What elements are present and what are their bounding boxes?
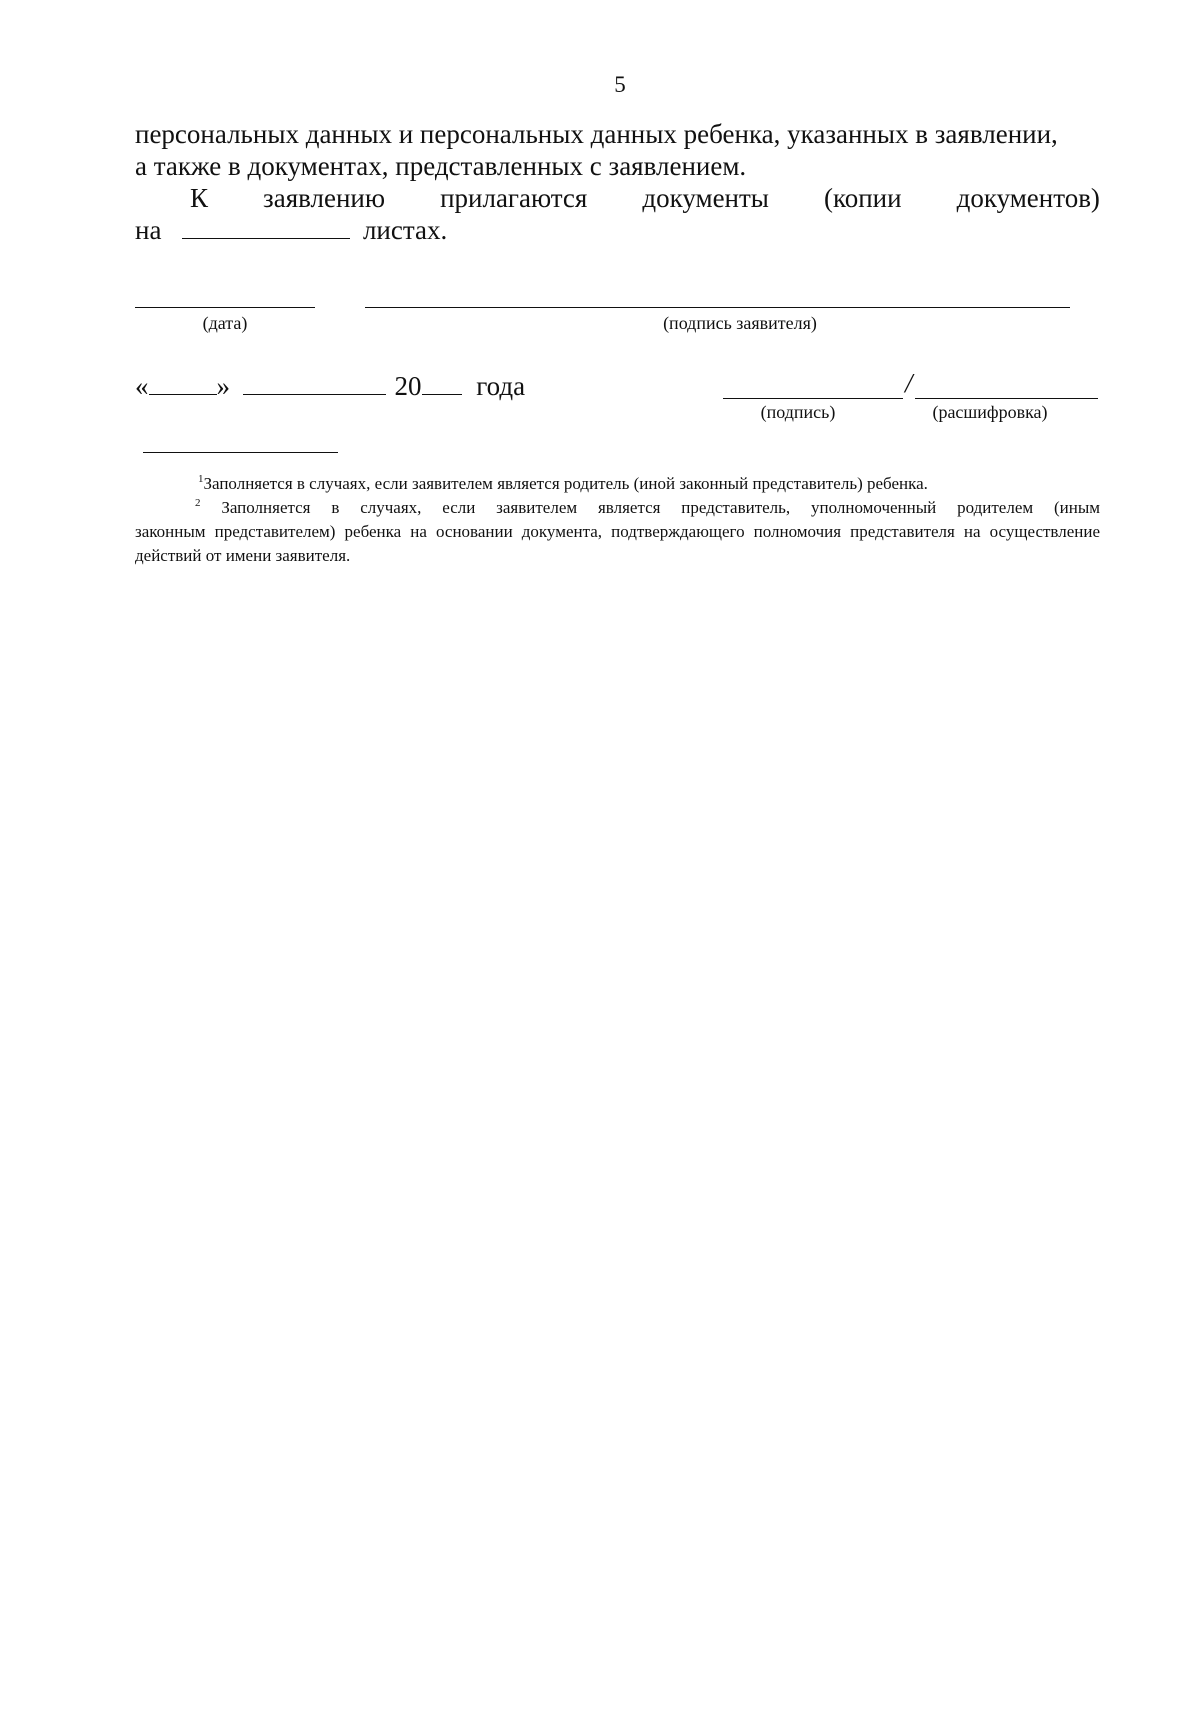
decoding-caption: (расшифровка) xyxy=(932,402,1048,422)
word-1: К xyxy=(190,183,209,213)
suffix-listah: листах. xyxy=(362,215,448,245)
footnote-2-text-line-1: Заполняется в случаях, если заявителем является представитель, уполномоченный родителем (иным xyxy=(221,498,1101,517)
word-6: документов) xyxy=(956,183,1100,213)
date-caption: (дата) xyxy=(202,313,248,333)
slash-separator: / xyxy=(905,368,913,398)
date-fill-line xyxy=(135,370,555,402)
year-blank[interactable] xyxy=(422,372,462,395)
month-blank[interactable] xyxy=(243,372,386,395)
open-quote: « xyxy=(135,371,149,401)
footnote-1-marker: 1 xyxy=(198,473,204,485)
signature-caption: (подпись) xyxy=(760,402,836,422)
paragraph-attachments-line-2 xyxy=(135,214,1100,246)
footnote-1-text: Заполняется в случаях, если заявителем является родитель (иной законный представитель) ребенка. xyxy=(203,474,928,493)
word-2: заявлению xyxy=(263,183,386,213)
paragraph-consent-line-1 xyxy=(135,118,1100,150)
footnote-separator xyxy=(143,452,338,453)
sheet-count-blank[interactable] xyxy=(182,216,350,239)
word-3: прилагаются xyxy=(440,183,588,213)
word-4: документы xyxy=(642,183,769,213)
signature-line[interactable] xyxy=(723,398,903,399)
applicant-signature-line[interactable] xyxy=(365,307,1070,308)
paragraph-consent-line-2: а также в документах, представленных с заявлением. xyxy=(135,151,747,181)
prefix-na: на xyxy=(135,215,162,245)
paragraph-attachments-line-1 xyxy=(190,182,1100,214)
decoding-line[interactable] xyxy=(915,398,1098,399)
footnote-2-marker: 2 xyxy=(195,497,201,509)
page-number: 5 xyxy=(614,72,626,97)
year-prefix: 20 xyxy=(394,371,422,401)
applicant-signature-caption: (подпись заявителя) xyxy=(663,313,817,333)
paragraph-consent-line-1-text: персональных данных и персональных данных ребенка, указанных в заявлении, xyxy=(135,119,1058,149)
footnote-2 xyxy=(135,491,1100,568)
date-line[interactable] xyxy=(135,307,315,308)
footnote-2-text-rest: законным представителем) ребенка на основании документа, подтверждающего полномочия представителя на осуществление действий от имени заявителя. xyxy=(135,522,1100,565)
year-word: года xyxy=(476,371,526,401)
close-quote: » xyxy=(216,371,230,401)
day-blank[interactable] xyxy=(149,372,217,395)
word-5: (копии xyxy=(823,183,902,213)
